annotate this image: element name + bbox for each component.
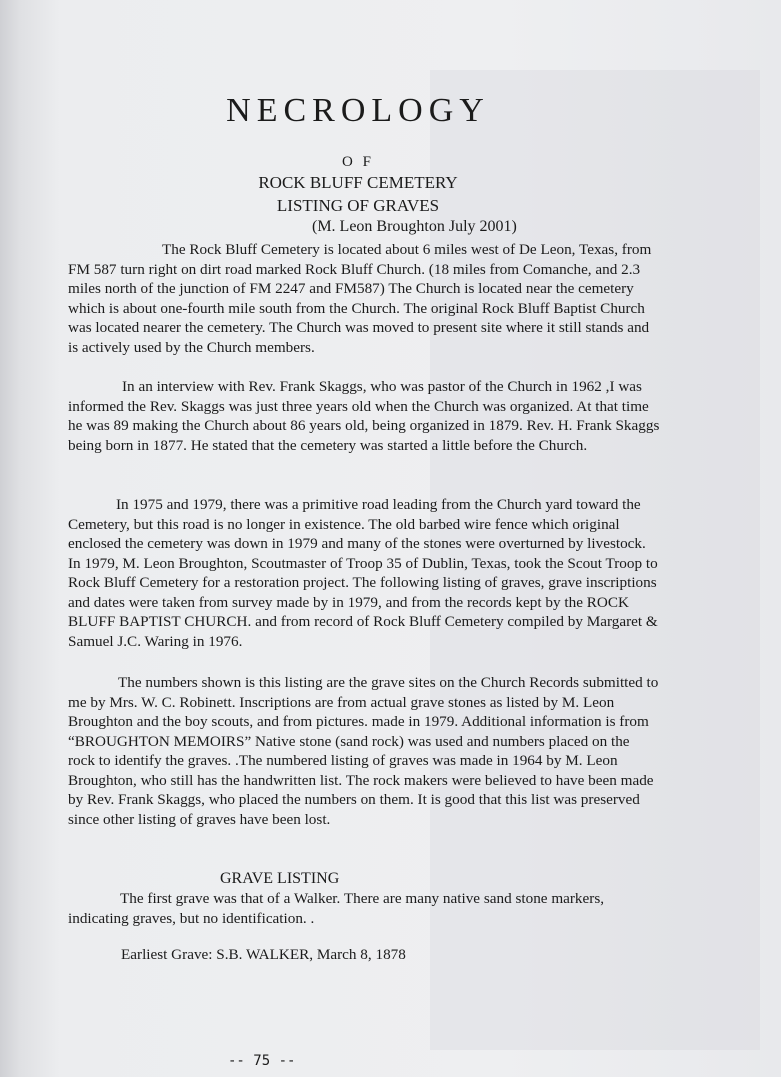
paragraph-numbers: The numbers shown is this listing are the grave sites on the Church Records submitted to me by Mrs. W. C. Robinett. Inscriptions are from actual grave stones as listed by M. Leon Broughton and the boy scouts, and from pictures. made in 1979. Additional information is from “BROUGHTON MEMOIRS” Native stone (sand rock) was used and numbers placed on the rock to identify the graves. .The numbered listing of graves was made in 1964 by M. Leon Broughton, who still has the handwritten list. The rock makers were believed to have been made by Rev. Frank Skaggs, who placed the numbers on them. It is good that this list was preserved since other listing of graves have been lost. xyxy=(68,674,659,828)
paragraph-history: In 1975 and 1979, there was a primitive road leading from the Church yard toward the Cemetery, but this road is no longer in existence. The old barbed wire fence which original enclosed the cemetery was down in 1979 and many of the stones were overturned by livestock. In 1979, M. Leon Broughton, Scoutmaster of Troop 35 of Dublin, Texas, took the Scout Troop to Rock Bluff Cemetery for a restoration project. The following listing of graves, grave inscriptions and dates were taken from survey made by in 1979, and from the records kept by the ROCK BLUFF BAPTIST CHURCH. and from record of Rock Bluff Cemetery compiled by Margaret & Samuel J.C. Waring in 1976. xyxy=(68,496,658,650)
grave-listing-heading: GRAVE LISTING xyxy=(220,870,340,887)
listing-heading: LISTING OF GRAVES xyxy=(276,196,440,215)
earliest-grave: Earliest Grave: S.B. WALKER, March 8, 1878 xyxy=(121,946,406,963)
grave-listing-text: The first grave was that of a Walker. There are many native sand stone markers, indicating graves, but no identification. . xyxy=(68,890,605,927)
author-line: (M. Leon Broughton July 2001) xyxy=(312,218,517,235)
paragraph-interview: In an interview with Rev. Frank Skaggs, who was pastor of the Church in 1962 ,I was informed the Rev. Skaggs was just three years old when the Church was organized. At that time he was 89 making the Church about 86 years old, being organized in 1879. Rev. H. Frank Skaggs being born in 1877. He stated that the cemetery was started a little before the Church. xyxy=(68,378,660,454)
page-number: -- 75 -- xyxy=(228,1053,296,1069)
page-title: NECROLOGY xyxy=(226,92,490,129)
paragraph-location: The Rock Bluff Cemetery is located about 6 miles west of De Leon, Texas, from FM 587 turn right on dirt road marked Rock Bluff Church. (18 miles from Comanche, and 2.3 miles north of the junction of FM 2247 and FM587) The Church is located near the cemetery which is about one-fourth mile south from the Church. The original Rock Bluff Baptist Church was located nearer the cemetery. The Church was moved to present site where it still stands and is actively used by the Church members. xyxy=(68,241,652,356)
cemetery-name: ROCK BLUFF CEMETERY xyxy=(258,173,458,192)
subtitle-of: O F xyxy=(342,154,374,170)
